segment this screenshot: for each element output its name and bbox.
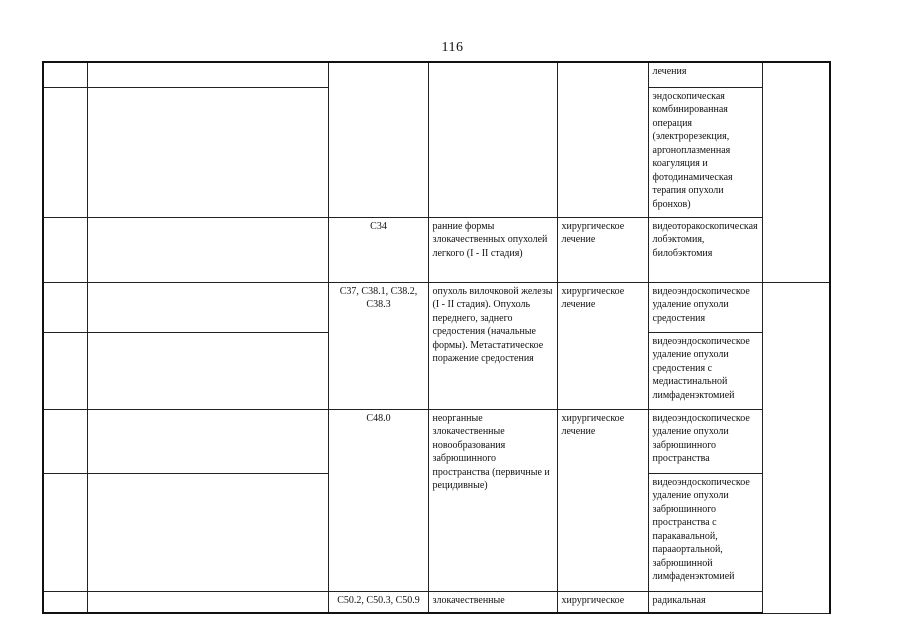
code-cell: C37, C38.1, C38.2, C38.3 [328, 282, 428, 409]
treatment-type-cell [557, 62, 648, 217]
profile-cell [87, 409, 328, 473]
patient-model-cell: неорганные злокачественные новообразования забрюшинного пространства (первичные и рецидивные) [428, 409, 557, 591]
norm-cell [762, 62, 830, 282]
code-cell: C50.2, C50.3, C50.9 [328, 591, 428, 613]
profile-cell [87, 62, 328, 87]
profile-cell [87, 87, 328, 217]
patient-model-cell [428, 62, 557, 217]
table-row [43, 217, 830, 282]
row-number-cell [43, 591, 87, 613]
treatment-type-cell: хирургическое [557, 591, 648, 613]
treatment-method-cell: эндоскопическая комбинированная операция (электрорезекция, аргоноплазменная коагуляция и фотодинамическая терапия опухоли бронхов) [648, 87, 762, 217]
row-number-cell [43, 409, 87, 473]
table-row [43, 282, 830, 332]
treatment-method-cell: видеоэндоскопическое удаление опухоли средостения [648, 282, 762, 332]
treatment-type-cell: хирургическое лечение [557, 409, 648, 591]
treatment-method-cell: видеоэндоскопическое удаление опухоли забрюшинного пространства с паракавальной, парааортальной, забрюшинной лимфаденэктомией [648, 473, 762, 591]
code-cell: C34 [328, 217, 428, 282]
row-number-cell [43, 62, 87, 87]
profile-cell [87, 282, 328, 332]
table-row [43, 591, 830, 613]
row-number-cell [43, 282, 87, 332]
page-number: 116 [441, 40, 464, 55]
profile-cell [87, 332, 328, 409]
profile-cell [87, 473, 328, 591]
code-cell [328, 62, 428, 217]
medical-care-table [42, 61, 831, 614]
table-row [43, 409, 830, 473]
code-cell: C48.0 [328, 409, 428, 591]
treatment-method-cell: видеоторакоскопическая лобэктомия, билобэктомия [648, 217, 762, 282]
treatment-method-cell: видеоэндоскопическое удаление опухоли забрюшинного пространства [648, 409, 762, 473]
row-number-cell [43, 87, 87, 217]
patient-model-cell: опухоль вилочковой железы (I - II стадия). Опухоль переднего, заднего средостения (начальные формы). Метастатическое поражение средостения [428, 282, 557, 409]
profile-cell [87, 591, 328, 613]
row-number-cell [43, 332, 87, 409]
patient-model-cell: ранние формы злокачественных опухолей легкого (I - II стадия) [428, 217, 557, 282]
treatment-method-cell: видеоэндоскопическое удаление опухоли средостения с медиастинальной лимфаденэктомией [648, 332, 762, 409]
patient-model-cell: злокачественные [428, 591, 557, 613]
treatment-type-cell: хирургическое лечение [557, 217, 648, 282]
row-number-cell [43, 217, 87, 282]
profile-cell [87, 217, 328, 282]
row-number-cell [43, 473, 87, 591]
table-row [43, 62, 830, 87]
treatment-method-cell: радикальная [648, 591, 762, 613]
treatment-type-cell: хирургическое лечение [557, 282, 648, 409]
norm-cell [762, 282, 830, 613]
treatment-method-cell: лечения [648, 62, 762, 87]
